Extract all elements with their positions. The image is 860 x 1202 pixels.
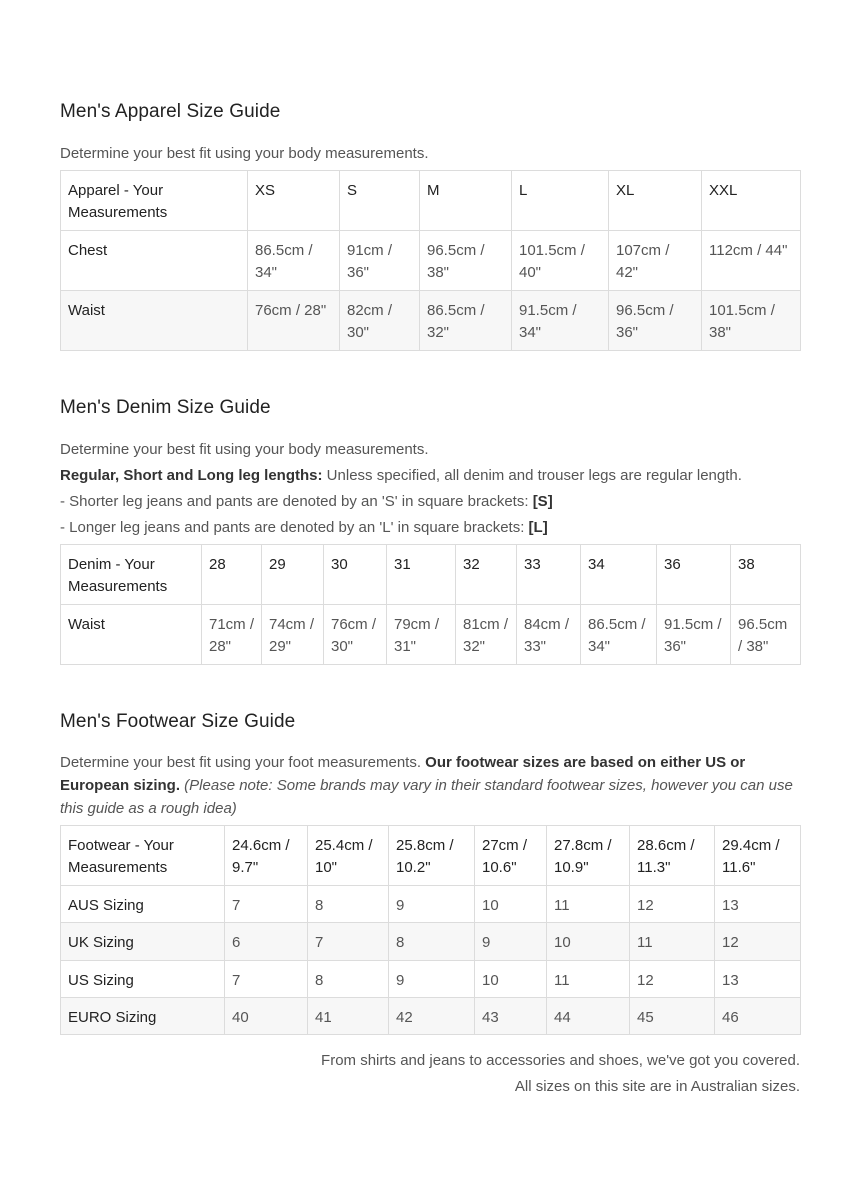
table-cell: 101.5cm / 40" xyxy=(512,231,609,291)
footwear-header-cell: 27.8cm / 10.9" xyxy=(547,826,630,886)
footwear-title: Men's Footwear Size Guide xyxy=(60,711,296,732)
apparel-header-cell: L xyxy=(512,171,609,231)
table-cell: 12 xyxy=(630,961,715,998)
table-cell: 13 xyxy=(715,886,801,923)
footwear-header-cell: 24.6cm / 9.7" xyxy=(225,826,308,886)
denim-leg-length-note xyxy=(60,463,742,489)
table-cell: 101.5cm / 38" xyxy=(702,291,801,351)
denim-header-cell: 36 xyxy=(657,545,731,605)
leg-length-text: Unless specified, all denim and trouser legs are regular length. xyxy=(322,467,742,484)
table-cell: 12 xyxy=(715,923,801,961)
denim-header-cell: 30 xyxy=(324,545,387,605)
table-cell: 7 xyxy=(225,961,308,998)
denim-header-cell: 34 xyxy=(581,545,657,605)
row-label: Chest xyxy=(61,231,248,291)
table-cell: 107cm / 42" xyxy=(609,231,702,291)
table-cell: 40 xyxy=(225,998,308,1035)
apparel-header-row xyxy=(61,171,801,231)
row-label: US Sizing xyxy=(61,961,225,998)
short-leg-text: - Shorter leg jeans and pants are denoted by an 'S' in square brackets: xyxy=(60,493,533,510)
denim-header-cell: 32 xyxy=(456,545,517,605)
table-cell: 9 xyxy=(389,961,475,998)
table-row xyxy=(61,886,801,923)
table-cell: 86.5cm / 32" xyxy=(420,291,512,351)
table-cell: 46 xyxy=(715,998,801,1035)
footer-coverage-note: From shirts and jeans to accessories and shoes, we've got you covered. xyxy=(321,1052,800,1069)
leg-length-label: Regular, Short and Long leg lengths: xyxy=(60,467,323,484)
apparel-header-cell: Apparel - Your Measurements xyxy=(61,171,248,231)
row-label: Waist xyxy=(61,605,202,665)
denim-intro: Determine your best fit using your body measurements. xyxy=(60,441,429,458)
apparel-header-cell: XXL xyxy=(702,171,801,231)
short-leg-code: [S] xyxy=(532,493,553,510)
table-cell: 9 xyxy=(475,923,547,961)
denim-header-cell: 38 xyxy=(731,545,801,605)
denim-short-note xyxy=(60,489,553,515)
row-label: Waist xyxy=(61,291,248,351)
table-cell: 8 xyxy=(308,886,389,923)
denim-header-cell: Denim - Your Measurements xyxy=(61,545,202,605)
footwear-brand-note: (Please note: Some brands may vary in their standard footwear sizes, however you can use this guide as a rough idea) xyxy=(60,777,793,817)
footwear-sizing-note: Our footwear sizes are based on either US or European sizing. xyxy=(60,754,746,794)
table-cell: 74cm / 29" xyxy=(262,605,324,665)
table-cell: 11 xyxy=(547,886,630,923)
apparel-header-cell: XS xyxy=(248,171,340,231)
denim-header-cell: 33 xyxy=(517,545,581,605)
table-cell: 76cm / 28" xyxy=(248,291,340,351)
table-row xyxy=(61,605,801,665)
footwear-header-cell: 25.4cm / 10" xyxy=(308,826,389,886)
table-cell: 96.5cm / 38" xyxy=(420,231,512,291)
table-cell: 8 xyxy=(308,961,389,998)
denim-header-cell: 31 xyxy=(387,545,456,605)
table-cell: 82cm / 30" xyxy=(340,291,420,351)
table-cell: 9 xyxy=(389,886,475,923)
table-row xyxy=(61,923,801,961)
denim-header-cell: 29 xyxy=(262,545,324,605)
table-cell: 86.5cm / 34" xyxy=(248,231,340,291)
denim-header-row xyxy=(61,545,801,605)
footwear-intro-text: Determine your best fit using your foot measurements. xyxy=(60,754,426,771)
table-cell: 10 xyxy=(547,923,630,961)
table-cell: 112cm / 44" xyxy=(702,231,801,291)
table-cell: 84cm / 33" xyxy=(517,605,581,665)
footwear-header-cell: 28.6cm / 11.3" xyxy=(630,826,715,886)
table-cell: 13 xyxy=(715,961,801,998)
table-cell: 91.5cm / 36" xyxy=(657,605,731,665)
table-cell: 81cm / 32" xyxy=(456,605,517,665)
denim-header-cell: 28 xyxy=(202,545,262,605)
denim-title: Men's Denim Size Guide xyxy=(60,397,271,418)
long-leg-text: - Longer leg jeans and pants are denoted by an 'L' in square brackets: xyxy=(60,519,529,536)
table-cell: 12 xyxy=(630,886,715,923)
table-cell: 71cm / 28" xyxy=(202,605,262,665)
table-cell: 11 xyxy=(547,961,630,998)
table-cell: 45 xyxy=(630,998,715,1035)
apparel-header-cell: S xyxy=(340,171,420,231)
table-row xyxy=(61,961,801,998)
denim-size-table xyxy=(60,544,801,665)
denim-long-note xyxy=(60,515,548,541)
table-row xyxy=(61,291,801,351)
footwear-header-cell: 27cm / 10.6" xyxy=(475,826,547,886)
table-cell: 43 xyxy=(475,998,547,1035)
table-cell: 91.5cm / 34" xyxy=(512,291,609,351)
table-cell: 96.5cm / 38" xyxy=(731,605,801,665)
apparel-header-cell: XL xyxy=(609,171,702,231)
footwear-size-table xyxy=(60,825,801,1035)
table-cell: 41 xyxy=(308,998,389,1035)
apparel-size-table xyxy=(60,170,801,351)
table-cell: 10 xyxy=(475,886,547,923)
table-cell: 86.5cm / 34" xyxy=(581,605,657,665)
footwear-header-row xyxy=(61,826,801,886)
footwear-header-cell: 29.4cm / 11.6" xyxy=(715,826,801,886)
apparel-title: Men's Apparel Size Guide xyxy=(60,101,281,122)
table-cell: 44 xyxy=(547,998,630,1035)
apparel-intro: Determine your best fit using your body measurements. xyxy=(60,145,429,162)
table-row xyxy=(61,231,801,291)
table-cell: 10 xyxy=(475,961,547,998)
row-label: AUS Sizing xyxy=(61,886,225,923)
footwear-header-cell: 25.8cm / 10.2" xyxy=(389,826,475,886)
long-leg-code: [L] xyxy=(528,519,548,536)
table-cell: 96.5cm / 36" xyxy=(609,291,702,351)
table-cell: 42 xyxy=(389,998,475,1035)
table-cell: 91cm / 36" xyxy=(340,231,420,291)
table-cell: 7 xyxy=(225,886,308,923)
table-cell: 6 xyxy=(225,923,308,961)
apparel-header-cell: M xyxy=(420,171,512,231)
table-cell: 7 xyxy=(308,923,389,961)
table-cell: 8 xyxy=(389,923,475,961)
table-cell: 11 xyxy=(630,923,715,961)
footwear-intro xyxy=(60,751,805,820)
row-label: UK Sizing xyxy=(61,923,225,961)
footer-sizing-note: All sizes on this site are in Australian sizes. xyxy=(514,1078,800,1095)
row-label: EURO Sizing xyxy=(61,998,225,1035)
table-cell: 76cm / 30" xyxy=(324,605,387,665)
table-cell: 79cm / 31" xyxy=(387,605,456,665)
footwear-header-cell: Footwear - Your Measurements xyxy=(61,826,225,886)
table-row xyxy=(61,998,801,1035)
